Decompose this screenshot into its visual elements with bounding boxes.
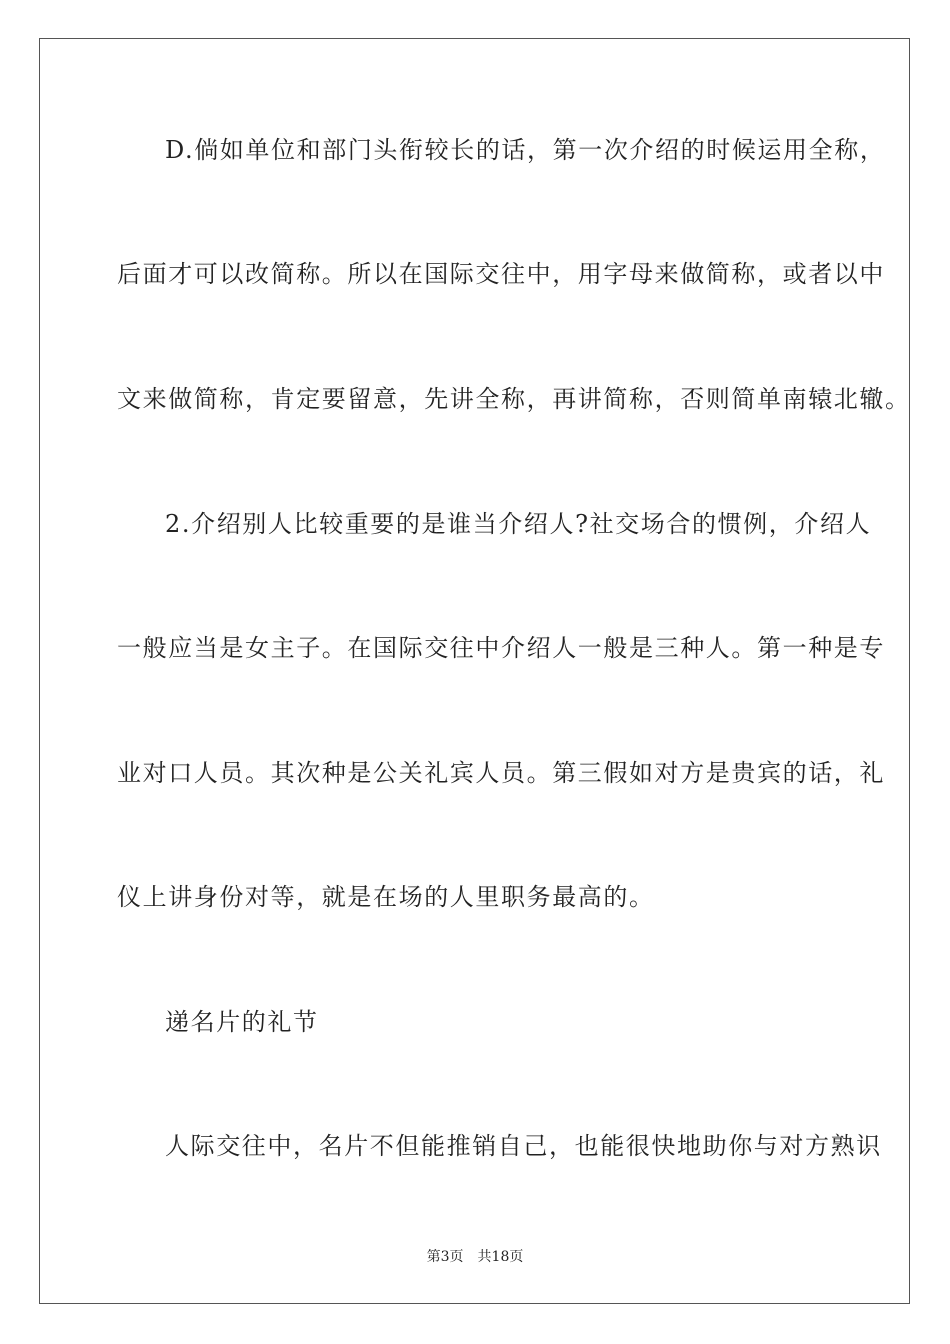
paragraph-line: 业对口人员。其次种是公关礼宾人员。第三假如对方是贵宾的话，礼 — [117, 759, 885, 787]
paragraph-line: 2.介绍别人比较重要的是谁当介绍人?社交场合的惯例，介绍人 — [165, 510, 872, 538]
page-border — [39, 38, 910, 1304]
page-footer — [0, 1248, 950, 1266]
paragraph-line: 人际交往中，名片不但能推销自己，也能很快地助你与对方熟识 — [165, 1132, 882, 1160]
page-total: 共18页 — [477, 1249, 524, 1265]
paragraph-line: 后面才可以改简称。所以在国际交往中，用字母来做简称，或者以中 — [117, 260, 885, 288]
page-number: 第3页 — [426, 1249, 464, 1265]
paragraph-line: 文来做简称，肯定要留意，先讲全称，再讲简称，否则简单南辕北辙。 — [117, 385, 911, 413]
section-heading: 递名片的礼节 — [165, 1008, 319, 1036]
paragraph-line: D.倘如单位和部门头衔较长的话，第一次介绍的时候运用全称， — [165, 136, 886, 164]
paragraph-line: 一般应当是女主子。在国际交往中介绍人一般是三种人。第一种是专 — [117, 634, 885, 662]
paragraph-line: 仪上讲身份对等，就是在场的人里职务最高的。 — [117, 883, 655, 911]
